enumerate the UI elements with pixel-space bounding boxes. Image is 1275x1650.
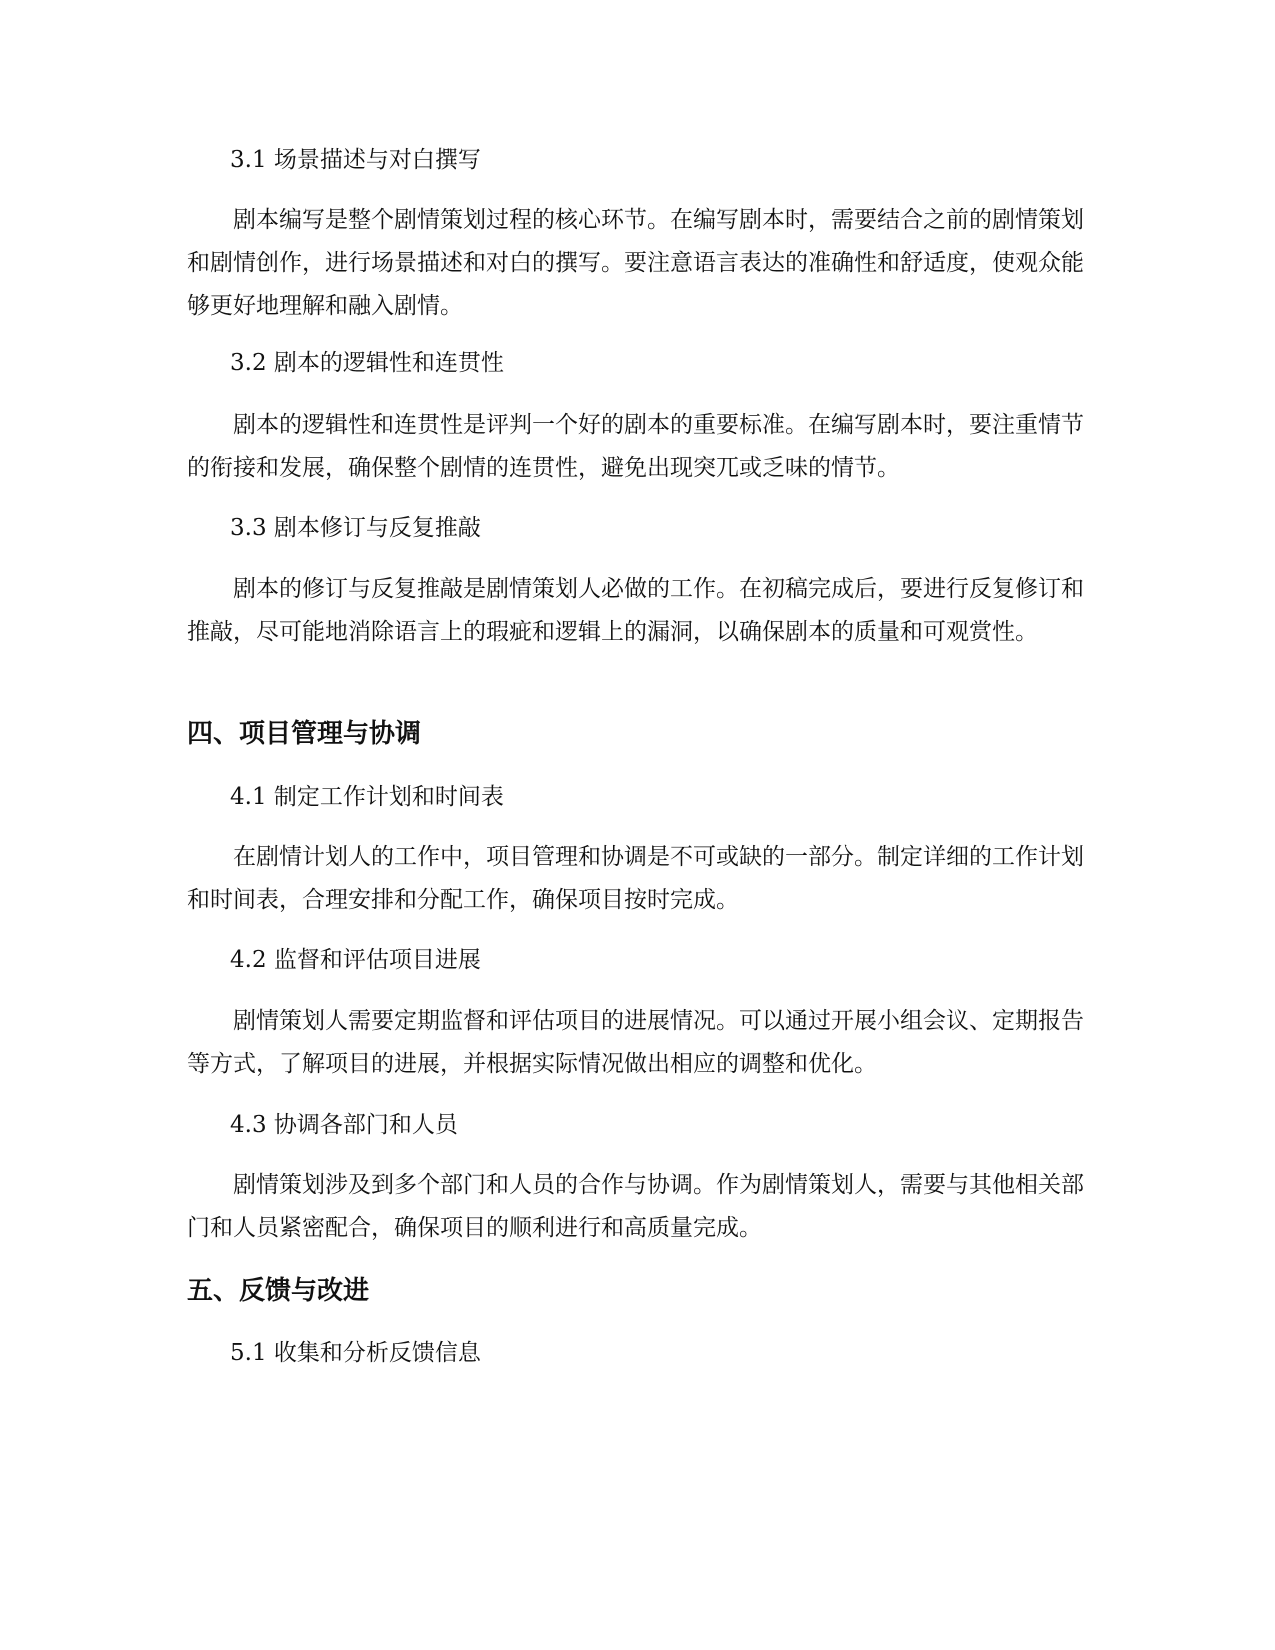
subsection-title-5-1: 5.1 收集和分析反馈信息 bbox=[230, 1340, 481, 1366]
subsection-title-4-2: 4.2 监督和评估项目进展 bbox=[230, 947, 481, 973]
paragraph-3-2: 剧本的逻辑性和连贯性是评判一个好的剧本的重要标准。在编写剧本时，要注重情节的衔接和发展，确保整个剧情的连贯性，避免出现突兀或乏味的情节。 bbox=[187, 412, 1084, 481]
subsection-title-3-1: 3.1 场景描述与对白撰写 bbox=[230, 147, 481, 173]
subsection-title-3-2: 3.2 剧本的逻辑性和连贯性 bbox=[230, 350, 504, 376]
subsection-title-4-1: 4.1 制定工作计划和时间表 bbox=[230, 784, 504, 810]
subsection-title-4-3: 4.3 协调各部门和人员 bbox=[230, 1112, 458, 1138]
paragraph-3-3: 剧本的修订与反复推敲是剧情策划人必做的工作。在初稿完成后，要进行反复修订和推敲，尽可能地消除语言上的瑕疵和逻辑上的漏洞，以确保剧本的质量和可观赏性。 bbox=[187, 576, 1084, 645]
chapter-heading-4: 四、项目管理与协调 bbox=[187, 719, 422, 749]
paragraph-4-2: 剧情策划人需要定期监督和评估项目的进展情况。可以通过开展小组会议、定期报告等方式，了解项目的进展，并根据实际情况做出相应的调整和优化。 bbox=[187, 1008, 1084, 1077]
chapter-heading-5: 五、反馈与改进 bbox=[187, 1276, 370, 1306]
paragraph-4-1: 在剧情计划人的工作中，项目管理和协调是不可或缺的一部分。制定详细的工作计划和时间表，合理安排和分配工作，确保项目按时完成。 bbox=[187, 844, 1084, 913]
subsection-title-3-3: 3.3 剧本修订与反复推敲 bbox=[230, 515, 481, 541]
paragraph-3-1: 剧本编写是整个剧情策划过程的核心环节。在编写剧本时，需要结合之前的剧情策划和剧情创作，进行场景描述和对白的撰写。要注意语言表达的准确性和舒适度，使观众能够更好地理解和融入剧情。 bbox=[187, 207, 1084, 319]
paragraph-4-3: 剧情策划涉及到多个部门和人员的合作与协调。作为剧情策划人，需要与其他相关部门和人员紧密配合，确保项目的顺利进行和高质量完成。 bbox=[187, 1172, 1084, 1241]
